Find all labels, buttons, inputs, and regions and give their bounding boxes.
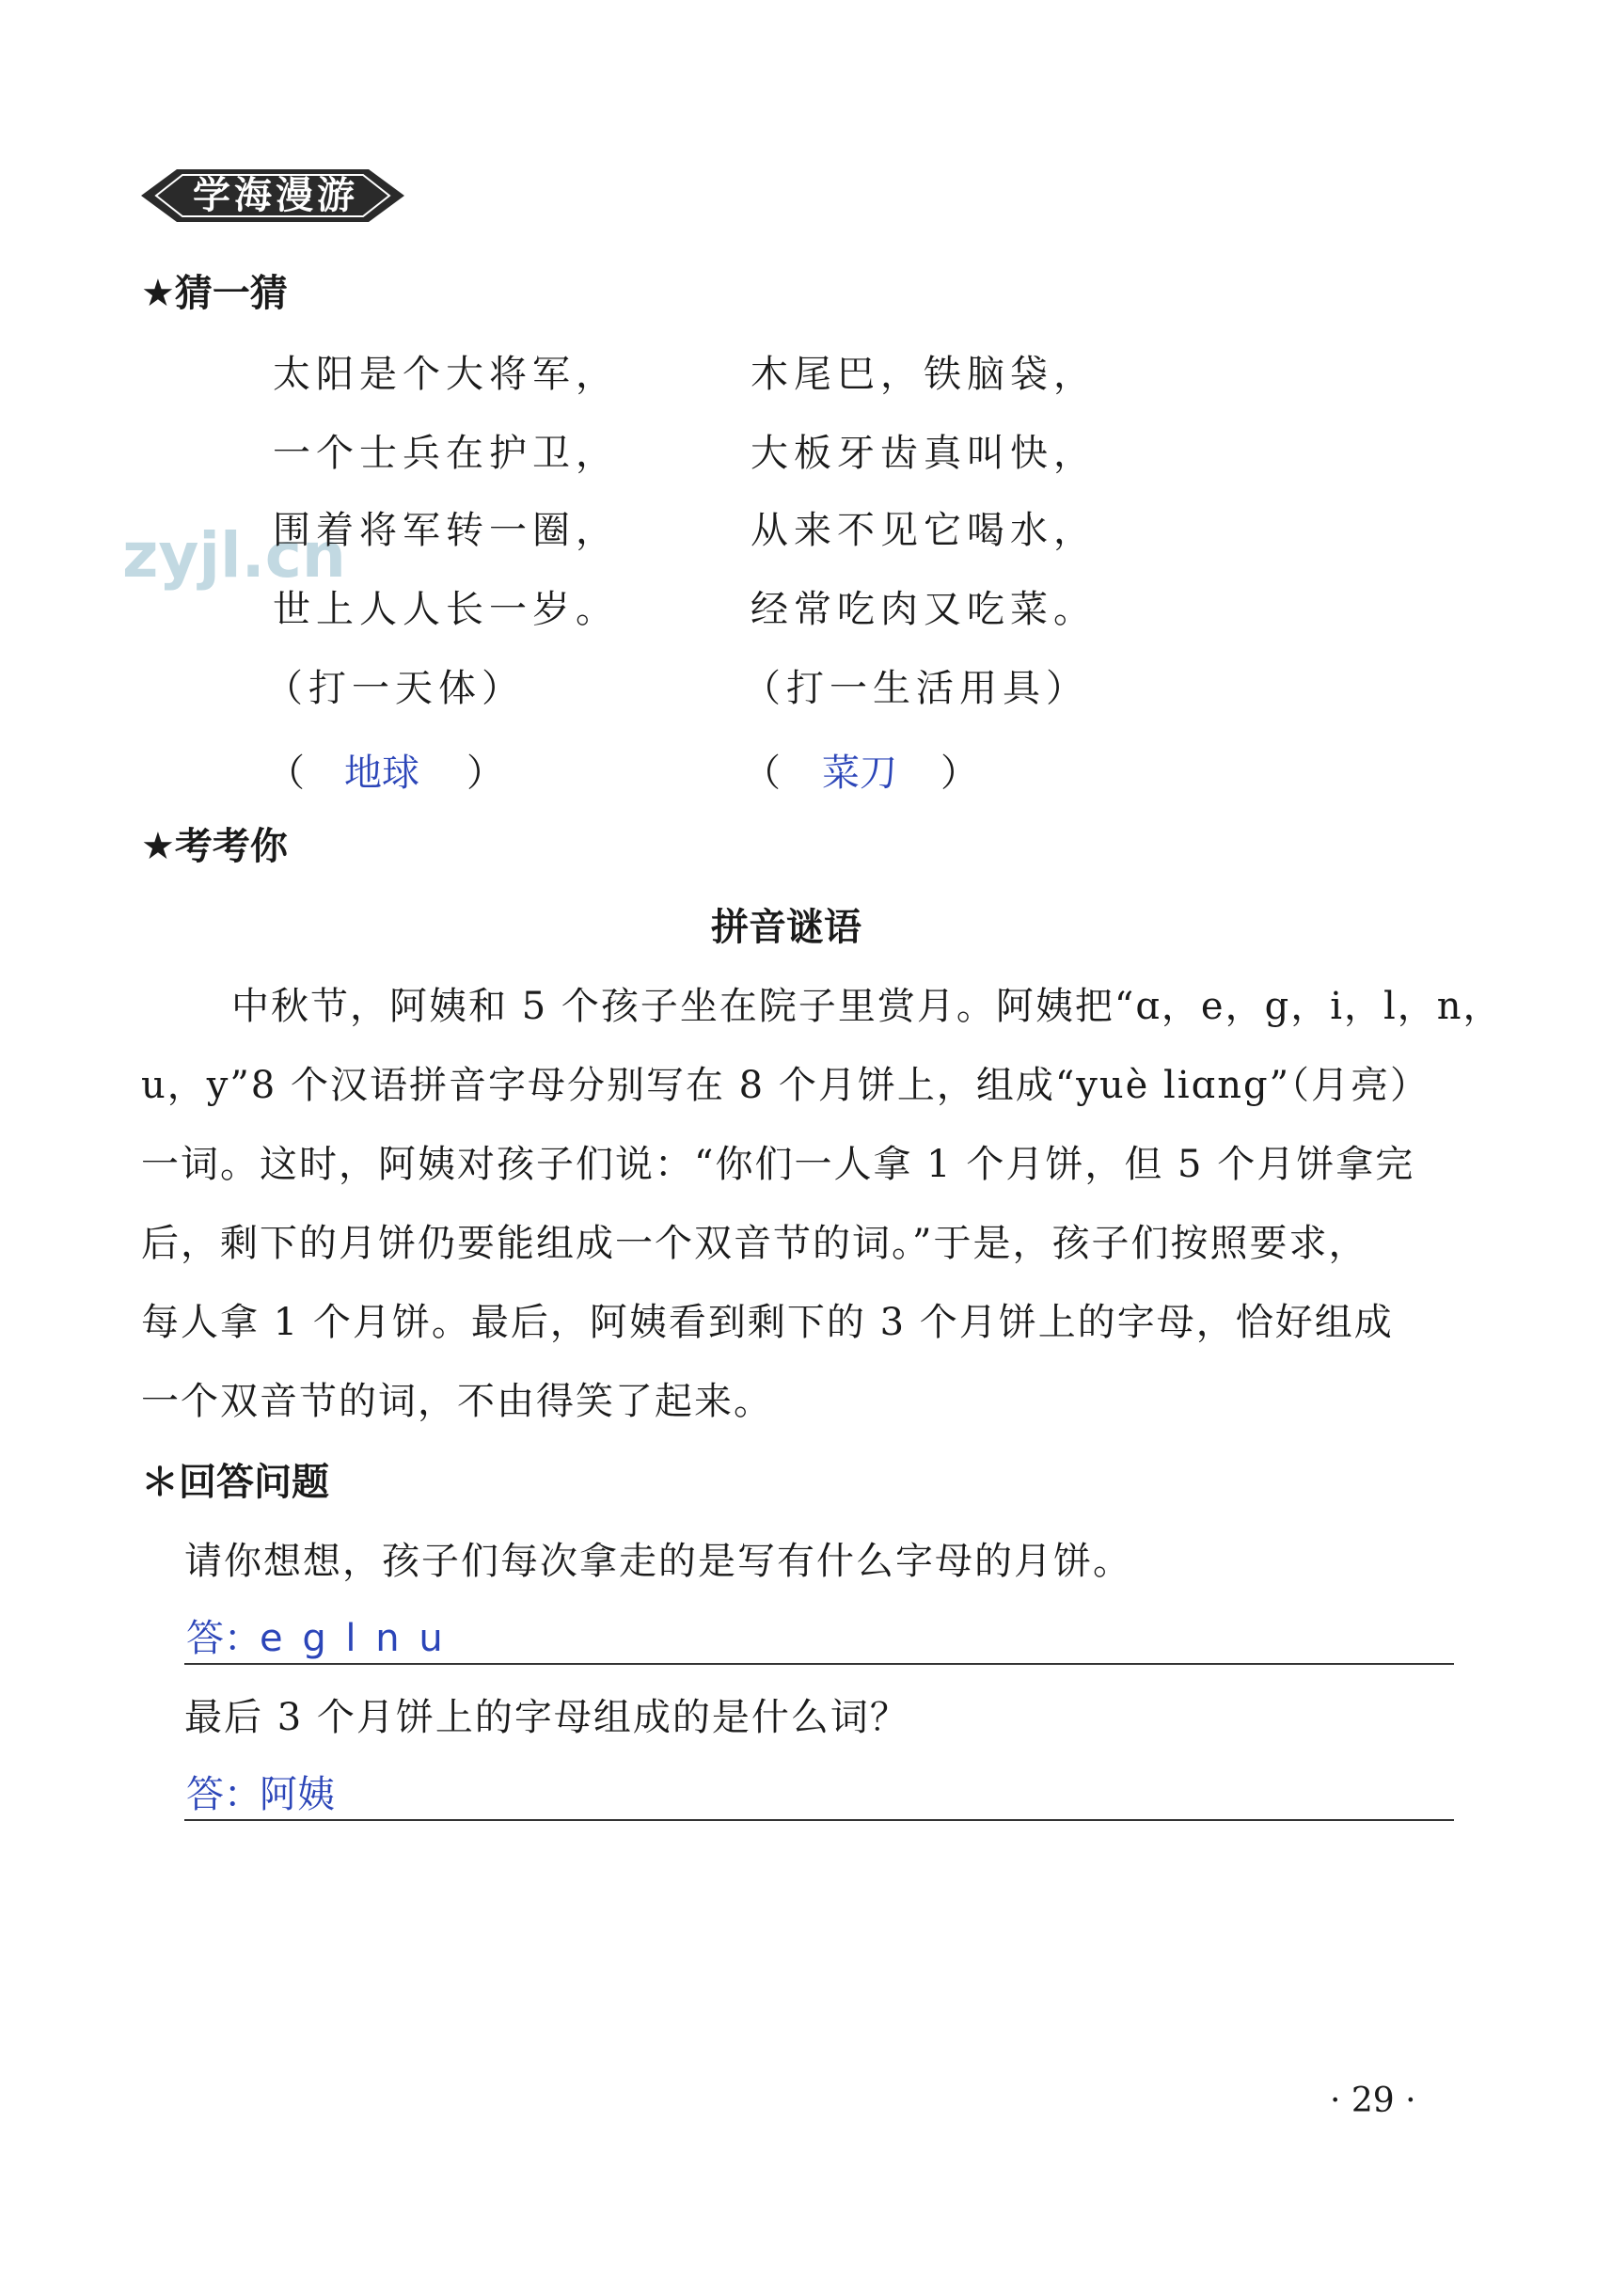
answer-close-paren: ） (466, 752, 504, 795)
banner-title: 学海漫游 (193, 174, 358, 217)
riddle-right-hint: （打一生活用具） (743, 667, 1089, 710)
section-banner (141, 158, 404, 233)
riddle-left-line: 围着将军转一圈， (273, 509, 619, 552)
riddle-left-hint: （打一天体） (265, 667, 525, 710)
passage-line: u，y”8 个汉语拼音字母分别写在 8 个月饼上，组成“yuè liɑng”（月亮） (141, 1064, 1430, 1107)
answer-close-paren: ） (940, 752, 978, 795)
riddle-left-line: 世上人人长一岁。 (273, 588, 619, 631)
question-text: 请你想想，孩子们每次拿走的是写有什么字母的月饼。 (184, 1540, 1132, 1583)
riddle-right-line: 从来不见它喝水， (751, 509, 1097, 552)
answer-open-paren: （ (743, 752, 781, 795)
watermark: zyjl.cn (122, 519, 346, 592)
riddle-right-line: 经常吃肉又吃菜。 (751, 588, 1097, 631)
answer-open-paren: （ (267, 752, 305, 795)
passage-line: 一个双音节的词，不由得笑了起来。 (141, 1380, 773, 1423)
question-answer: 阿姨 (260, 1773, 335, 1816)
passage-line: 每人拿 1 个月饼。最后，阿姨看到剩下的 3 个月饼上的字母，恰好组成 (141, 1301, 1394, 1344)
passage-line: 后，剩下的月饼仍要能组成一个双音节的词。”于是，孩子们按照要求， (141, 1222, 1368, 1265)
section-heading-guess: ★猜一猜 (141, 272, 288, 315)
riddle-right-answer: 菜刀 (822, 752, 897, 795)
question-text: 最后 3 个月饼上的字母组成的是什么词？ (184, 1696, 909, 1739)
passage-line: 一词。这时，阿姨对孩子们说：“你们一人拿 1 个月饼，但 5 个月饼拿完 (141, 1143, 1415, 1186)
riddle-left-line: 一个士兵在护卫， (273, 432, 619, 475)
questions-heading: ＊回答问题 (141, 1461, 329, 1504)
passage-line: 中秋节，阿姨和 5 个孩子坐在院子里赏月。阿姨把“ɑ，e，g，i，l，n， (231, 985, 1503, 1028)
riddle-left-line: 太阳是个大将军， (273, 353, 619, 396)
riddle-right-line: 大板牙齿真叫快， (751, 432, 1097, 475)
answer-prefix: 答： (186, 1773, 261, 1816)
question-answer: e g l n u (260, 1617, 447, 1660)
riddle-right-line: 木尾巴，铁脑袋， (751, 353, 1097, 396)
page-number: · 29 · (1330, 2082, 1416, 2120)
riddle-left-answer: 地球 (344, 752, 419, 795)
passage-title: 拼音谜语 (711, 906, 861, 949)
answer-underline (184, 1819, 1454, 1821)
answer-underline (184, 1663, 1454, 1665)
section-heading-test: ★考考你 (141, 825, 288, 868)
answer-prefix: 答： (186, 1617, 261, 1660)
